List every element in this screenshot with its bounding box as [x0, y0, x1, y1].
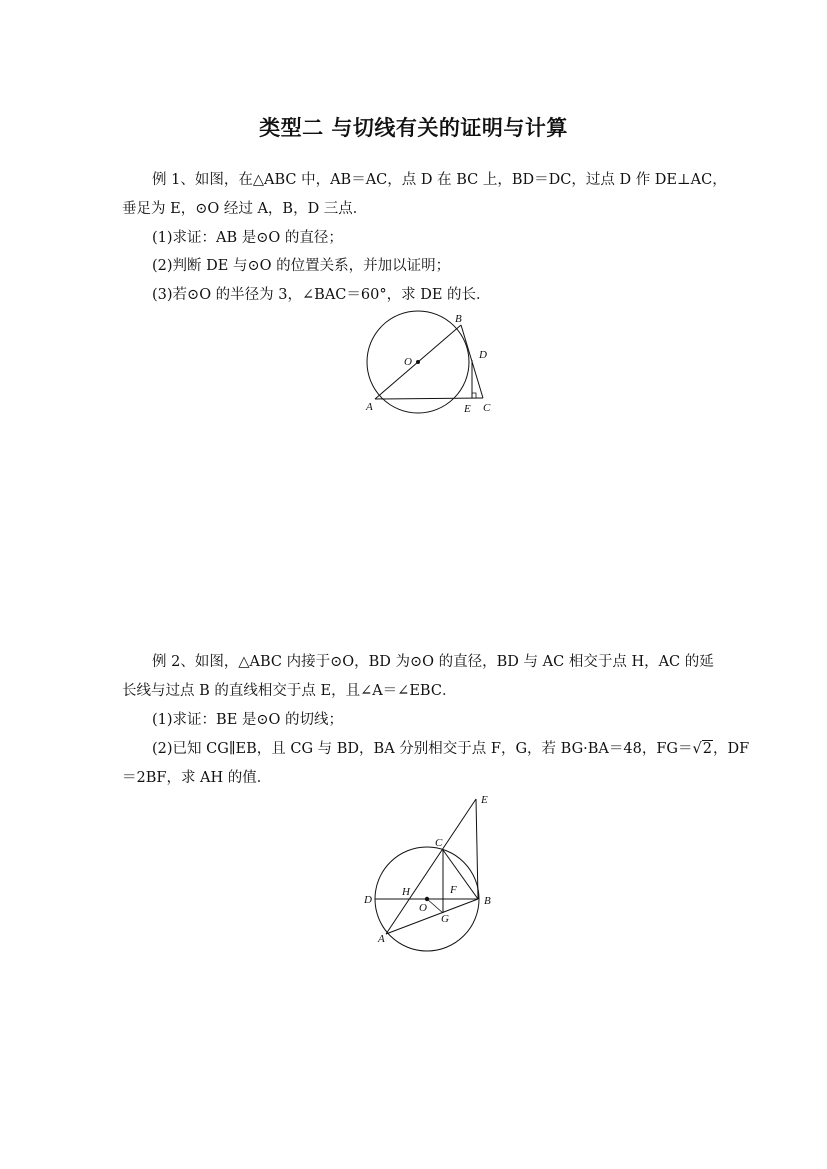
example2-statement-line2: 长线与过点 B 的直线相交于点 E，且∠A＝∠EBC． [122, 683, 457, 699]
sqrt-radicand: 2 [702, 741, 712, 757]
label-e: E [464, 403, 471, 415]
segment-ab [386, 899, 478, 934]
example1-statement-line2: 垂足为 E，⊙O 经过 A，B，D 三点． [122, 201, 368, 217]
label-e: E [481, 794, 488, 806]
line-ae [386, 799, 476, 934]
label-b: B [455, 313, 462, 325]
example2-statement-line1: 例 2、如图，△ABC 内接于⊙O，BD 为⊙O 的直径，BD 与 AC 相交于点 H，AC 的延 [152, 654, 714, 670]
label-o: O [419, 902, 427, 914]
example1-statement-line1: 例 1、如图，在△ABC 中，AB＝AC，点 D 在 BC 上，BD＝DC，过点 D 作 DE⊥AC， [152, 172, 727, 188]
sqrt-symbol: √ [692, 741, 702, 757]
example2-question-1: (1)求证：BE 是⊙O 的切线； [152, 712, 344, 728]
label-g: G [441, 913, 449, 925]
center-point [425, 897, 429, 901]
label-b: B [484, 895, 491, 907]
page-title: 类型二 与切线有关的证明与计算 [259, 116, 568, 140]
label-f: F [450, 884, 457, 896]
example2-question-2-line1 [152, 739, 749, 759]
center-point [416, 360, 420, 364]
label-a: A [366, 401, 373, 413]
example2-figure [355, 785, 515, 955]
question-2-text-end: ，DF [712, 741, 750, 757]
label-d: D [364, 894, 372, 906]
example1-question-3: (3)若⊙O 的半径为 3，∠BAC＝60°，求 DE 的长． [152, 287, 491, 303]
label-c: C [483, 402, 491, 414]
label-d: D [479, 349, 487, 361]
label-a: A [378, 933, 385, 945]
question-2-text: (2)已知 CG∥EB，且 CG 与 BD，BA 分别相交于点 F，G，若 BG·BA＝48，FG＝ [152, 741, 693, 757]
segment-og [427, 899, 443, 913]
label-o: O [404, 356, 412, 368]
right-angle-mark [472, 393, 476, 398]
segment-ac [375, 398, 483, 399]
example2-question-2-line2: ＝2BF，求 AH 的值． [122, 770, 272, 786]
example1-question-2: (2)判断 DE 与⊙O 的位置关系，并加以证明； [152, 258, 451, 274]
example1-question-1: (1)求证：AB 是⊙O 的直径； [152, 230, 343, 246]
label-c: C [435, 837, 443, 849]
label-h: H [402, 886, 410, 898]
sqrt-expression [692, 739, 712, 759]
example1-figure [355, 305, 505, 425]
